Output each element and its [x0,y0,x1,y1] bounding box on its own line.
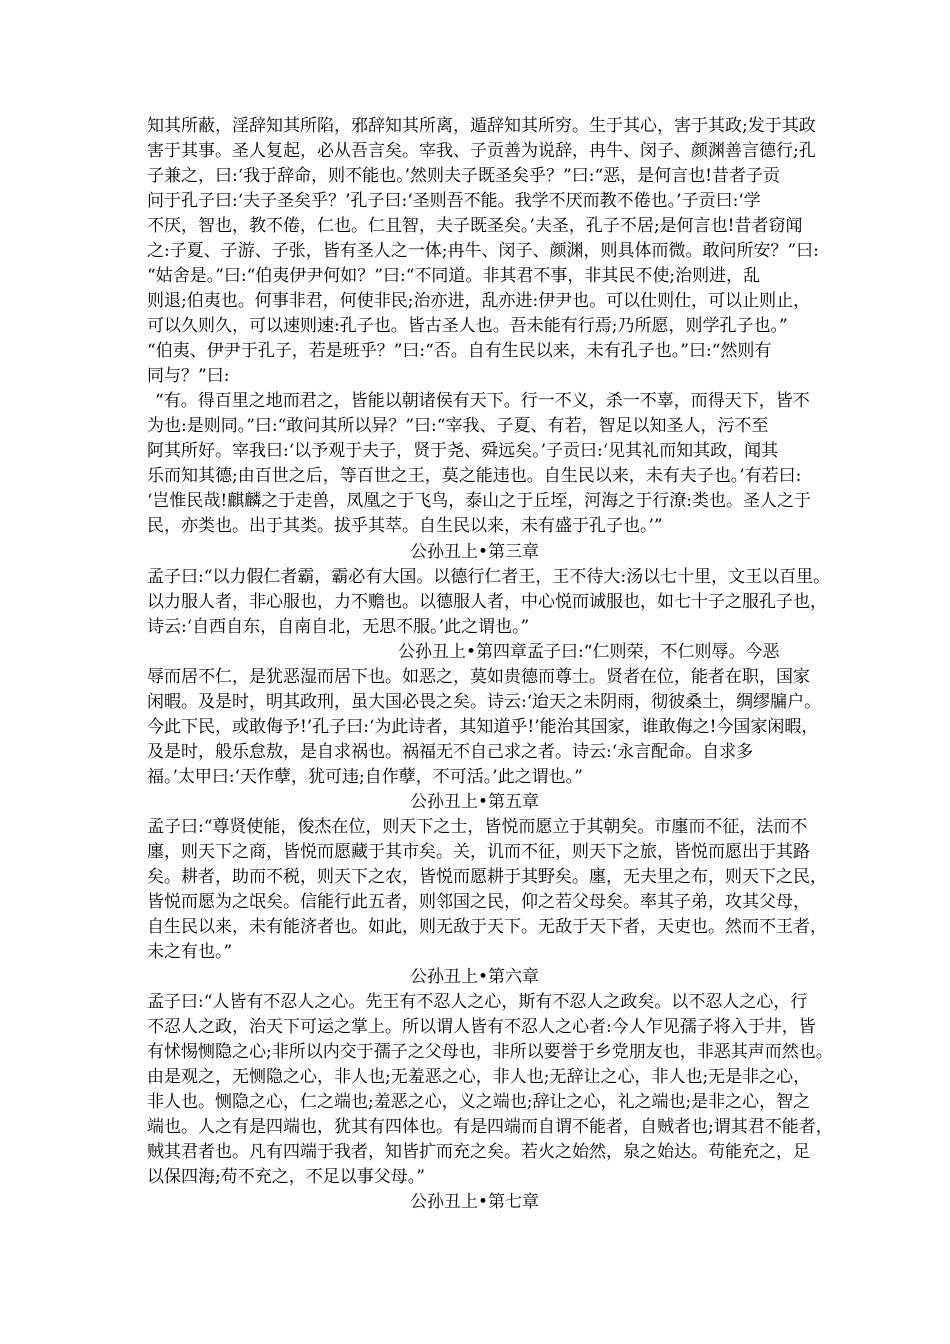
text-line: 可以久则久，可以速则速:孔子也。皆古圣人也。吾未能有行焉;乃所愿，则学孔子也。” [147,316,788,336]
text-line: 自生民以来，未有能济者也。如此，则无敌于天下。无敌于天下者，天吏也。然而不王者， [147,917,827,937]
text-line: 子兼之，曰:‘我于辞命，则不能也。’然则夫子既圣矣乎？”曰:“恶，是何言也!昔者子贡 [147,166,780,186]
text-line: 福。’太甲曰:‘天作孽，犹可违;自作孽，不可活。’此之谓也。” [147,767,583,787]
text-line: 知其所蔽，淫辞知其所陷，邪辞知其所离，遁辞知其所穷。生于其心，害于其政;发于其政 [147,116,816,136]
text-line: 矣。耕者，助而不税，则天下之农，皆悦而愿耕于其野矣。廛，无夫里之布，则天下之民， [147,867,827,887]
chapter-heading: 公孙丑上•第四章 [398,642,528,662]
text-line: 廛，则天下之商，皆悦而愿藏于其市矣。关，讥而不征，则天下之旅，皆悦而愿出于其路 [147,842,810,862]
text-line: 为也:是则同。”曰:“敢问其所以异？”曰:“宰我、子夏、有若，智足以知圣人，污不至 [147,416,769,436]
text-line: 今此下民，或敢侮予!’孔子曰:‘为此诗者，其知道乎!’能治其国家，谁敢侮之!今国家闲暇， [147,717,819,737]
text-line: “有。得百里之地而君之，皆能以朝诸侯有天下。行一不义，杀一不辜，而得天下，皆不 [155,391,810,411]
text-line: 不忍人之政，治天下可运之掌上。所以谓人皆有不忍人之心者:今人乍见孺子将入于井，皆 [147,1017,816,1037]
text-line: ‘岂惟民哉!麒麟之于走兽，凤凰之于飞鸟，泰山之于丘垤，河海之于行潦:类也。圣人之于 [147,491,811,511]
text-line: 贼其君者也。凡有四端于我者，知皆扩而充之矣。若火之始然，泉之始达。苟能充之，足 [147,1142,810,1162]
text-line: 有怵惕恻隐之心;非所以内交于孺子之父母也，非所以要誉于乡党朋友也，非恶其声而然也。 [147,1042,833,1062]
text-line: 孟子曰:“尊贤使能，俊杰在位，则天下之士，皆悦而愿立于其朝矣。市廛而不征，法而不 [147,817,808,837]
text-line: 民，亦类也。出于其类。拔乎其萃。自生民以来，未有盛于孔子也。’” [147,516,663,536]
text-line: “伯夷、伊尹于孔子，若是班乎？”曰:“否。自有生民以来，未有孔子也。”曰:“然则有 [147,341,772,361]
text-line: 以力服人者，非心服也，力不赡也。以德服人者，中心悦而诚服也，如七十子之服孔子也， [147,592,827,612]
text-line: “姑舍是。”曰:“伯夷伊尹何如？”曰:“不同道。非其君不事，非其民不使;治则进，乱 [147,266,761,286]
text-line: 由是观之，无恻隐之心，非人也;无羞恶之心，非人也;无辞让之心，非人也;无是非之心， [147,1067,811,1087]
chapter-heading: 公孙丑上•第七章 [410,1192,540,1212]
chapter-heading-inline [398,640,779,664]
text-line: 害于其事。圣人复起，必从吾言矣。宰我、子贡善为说辞，冉牛、闵子、颜渊善言德行;孔 [147,141,816,161]
text-line: 非人也。恻隐之心，仁之端也;羞恶之心，义之端也;辞让之心，礼之端也;是非之心，智之 [147,1092,811,1112]
text-line: 以保四海;苟不充之，不足以事父母。” [147,1167,425,1187]
text-line: 孟子曰:“人皆有不忍人之心。先王有不忍人之心，斯有不忍人之政矣。以不忍人之心，行 [147,992,808,1012]
text-line: 乐而知其德;由百世之后，等百世之王，莫之能违也。自生民以来，未有夫子也。’有若曰: [147,466,802,486]
chapter-heading: 公孙丑上•第六章 [410,967,540,987]
chapter-heading: 公孙丑上•第五章 [410,792,540,812]
text-line: 诗云:‘自西自东，自南自北，无思不服。’此之谓也。” [147,617,530,637]
chapter-heading: 公孙丑上•第三章 [410,542,540,562]
text-line: 不厌，智也，教不倦，仁也。仁且智，夫子既圣矣。’夫圣，孔子不居;是何言也!昔者窃闻 [147,216,803,236]
text-line: 则退;伯夷也。何事非君，何使非民;治亦进，乱亦进:伊尹也。可以仕则仕，可以止则止， [147,291,811,311]
text-line: 未之有也。” [147,942,233,962]
text-line: 及是时，般乐怠敖，是自求祸也。祸福无不自己求之者。诗云:‘永言配命。自求多 [147,742,754,762]
chapter-lead-text: 孟子曰:“仁则荣，不仁则辱。今恶 [527,642,780,662]
text-line: 之:子夏、子游、子张，皆有圣人之一体;冉牛、闵子、颜渊，则具体而微。敢问所安？”曰: [147,241,819,261]
text-line: 辱而居不仁，是犹恶湿而居下也。如恶之，莫如贵德而尊士。贤者在位，能者在职，国家 [147,667,810,687]
text-line: 皆悦而愿为之氓矣。信能行此五者，则邻国之民，仰之若父母矣。率其子弟，攻其父母， [147,892,810,912]
text-line: 问于孔子曰:‘夫子圣矣乎？’孔子曰:‘圣则吾不能。我学不厌而教不倦也。’子贡曰:‘学 [147,191,761,211]
text-line: 阿其所好。宰我曰:‘以予观于夫子，贤于尧、舜远矣。’子贡曰:‘见其礼而知其政，闻其 [147,441,779,461]
text-line: 端也。人之有是四端也，犹其有四体也。有是四端而自谓不能者，自贼者也;谓其君不能者， [147,1117,833,1137]
text-line: 闲暇。及是时，明其政刑，虽大国必畏之矣。诗云:‘迨天之未阴雨，彻彼桑土，绸缪牖户。 [147,692,822,712]
text-line: 同与？”曰: [147,366,230,386]
text-line: 孟子曰:“以力假仁者霸，霸必有大国。以德行仁者王，王不待大:汤以七十里，文王以百里。 [147,567,831,587]
